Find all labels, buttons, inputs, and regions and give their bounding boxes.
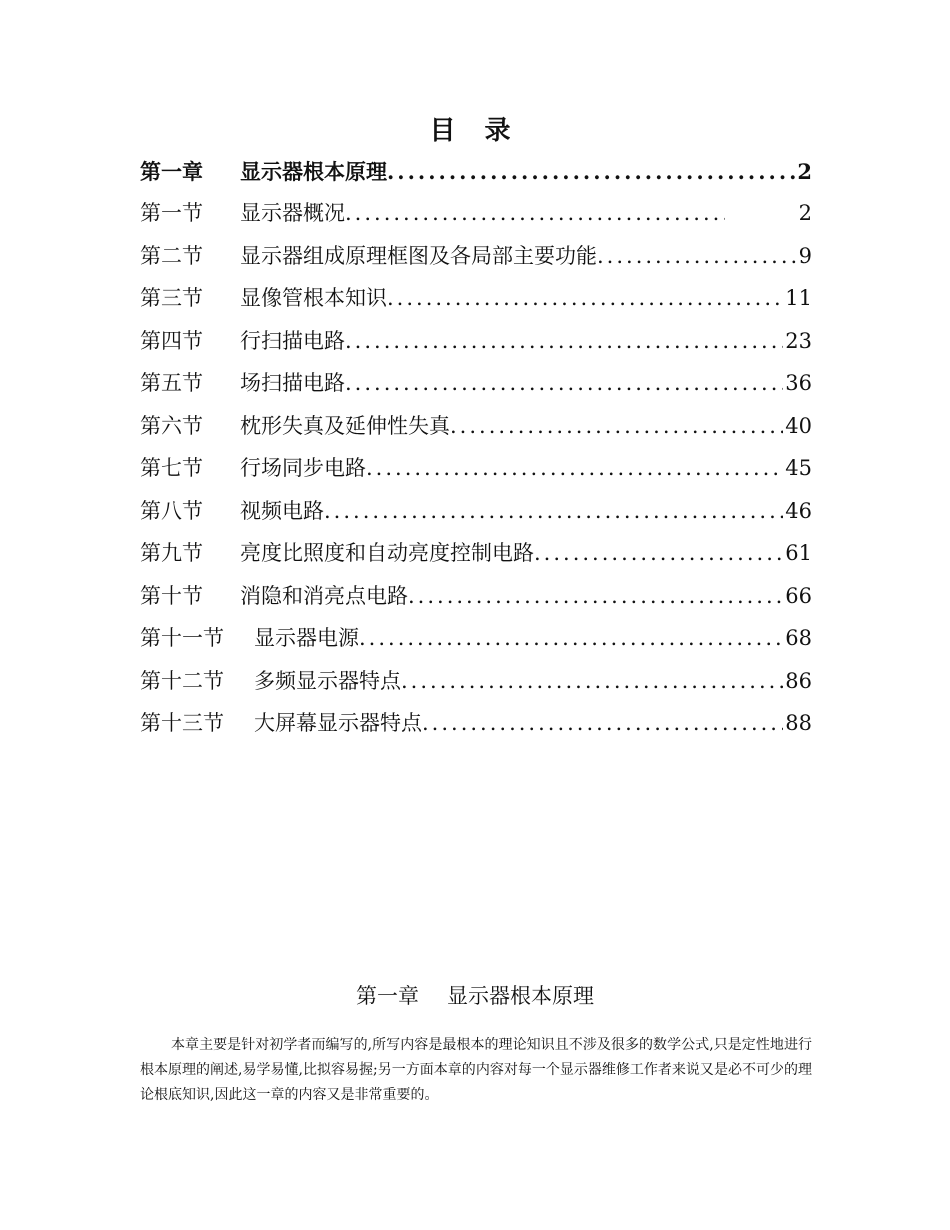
toc-entry-section-6 xyxy=(140,410,812,453)
toc-entry-number: 第四节 xyxy=(140,328,203,353)
toc-leader-dots xyxy=(422,711,783,735)
toc-entry-page: 45 xyxy=(785,456,812,480)
toc-entry-title: 显示器组成原理框图及各局部主要功能 xyxy=(240,243,597,268)
toc-entry-section-9 xyxy=(140,537,812,580)
toc-entry-number: 第六节 xyxy=(140,413,203,438)
toc-entry-page: 68 xyxy=(785,626,812,650)
toc-entry-number: 第八节 xyxy=(140,498,203,523)
toc-entry-title: 显示器根本原理 xyxy=(240,159,387,184)
toc-entry-number: 第十三节 xyxy=(140,711,224,735)
toc-entry-section-1 xyxy=(140,197,812,240)
toc-entry-page: 46 xyxy=(785,498,812,523)
toc-entry-section-8 xyxy=(140,495,812,538)
toc-entry-title: 显示器电源 xyxy=(254,626,359,650)
toc-entry-number: 第九节 xyxy=(140,541,203,565)
toc-entry-title: 亮度比照度和自动亮度控制电路 xyxy=(240,541,534,565)
toc-entry-title: 行场同步电路 xyxy=(240,456,366,480)
toc-entry-number: 第一章 xyxy=(140,159,203,184)
chapter-intro-paragraph: 本章主要是针对初学者而编写的,所写内容是最根本的理论知识且不涉及很多的数学公式,只是定性地进行根本原理的阐述,易学易懂,比拟容易握;另一方面本章的内容对每一个显示器维修工作者来说又是必不可少的理论根底知识,因此这一章的内容又是非常重要的。 xyxy=(140,1037,812,1103)
toc-entry-page: 23 xyxy=(785,328,812,353)
toc-entry-page: 61 xyxy=(785,541,812,565)
toc-entry-title: 行扫描电路 xyxy=(240,328,345,353)
toc-entry-section-2 xyxy=(140,240,812,283)
toc-entry-number: 第一节 xyxy=(140,201,203,225)
table-of-contents xyxy=(140,156,812,750)
toc-entry-title: 场扫描电路 xyxy=(240,371,345,395)
toc-entry-section-3 xyxy=(140,282,812,325)
toc-entry-section-10 xyxy=(140,580,812,623)
toc-title: 目 录 xyxy=(429,116,521,146)
toc-entry-page: 88 xyxy=(785,711,812,735)
toc-entry-chapter-1 xyxy=(140,156,812,197)
toc-leader-dots xyxy=(401,669,783,693)
toc-leader-dots xyxy=(387,286,783,310)
toc-leader-dots xyxy=(408,584,783,608)
toc-entry-page: 11 xyxy=(785,286,812,310)
toc-entry-number: 第十二节 xyxy=(140,668,224,693)
toc-entry-section-12 xyxy=(140,665,812,708)
toc-entry-page: 40 xyxy=(785,413,812,438)
toc-entry-title: 枕形失真及延伸性失真 xyxy=(240,413,450,438)
toc-entry-number: 第五节 xyxy=(140,371,203,395)
toc-leader-dots xyxy=(359,626,783,650)
toc-entry-title: 显像管根本知识 xyxy=(240,286,387,310)
toc-leader-dots xyxy=(534,541,783,565)
toc-entry-number: 第三节 xyxy=(140,286,203,310)
toc-entry-page: 36 xyxy=(785,371,812,395)
toc-entry-number: 第二节 xyxy=(140,243,203,268)
toc-leader-dots xyxy=(387,159,795,184)
toc-entry-title: 大屏幕显示器特点 xyxy=(254,711,422,735)
toc-entry-page: 66 xyxy=(785,583,812,608)
toc-leader-dots xyxy=(345,329,783,353)
toc-entry-number: 第七节 xyxy=(140,456,203,480)
chapter-number: 第一章 xyxy=(356,984,419,1008)
toc-entry-title: 视频电路 xyxy=(240,498,324,523)
toc-entry-section-7 xyxy=(140,452,812,495)
chapter-title: 显示器根本原理 xyxy=(447,984,594,1008)
toc-entry-number: 第十节 xyxy=(140,583,203,608)
toc-entry-page: 2 xyxy=(797,159,812,184)
toc-entry-title: 多频显示器特点 xyxy=(254,668,401,693)
toc-entry-section-11 xyxy=(140,622,812,665)
toc-entry-page: 86 xyxy=(785,668,812,693)
chapter-heading xyxy=(0,980,950,1010)
toc-leader-dots xyxy=(450,414,783,438)
toc-leader-dots xyxy=(345,201,725,225)
toc-entry-title: 消隐和消亮点电路 xyxy=(240,583,408,608)
toc-entry-page: 2 xyxy=(798,201,812,225)
toc-leader-dots xyxy=(366,456,783,480)
toc-entry-section-5 xyxy=(140,367,812,410)
toc-entry-title: 显示器概况 xyxy=(240,201,345,225)
toc-entry-section-4 xyxy=(140,325,812,368)
toc-entry-number: 第十一节 xyxy=(140,626,224,650)
toc-leader-dots xyxy=(345,371,783,395)
toc-entry-page: 9 xyxy=(798,243,812,268)
toc-leader-dots xyxy=(597,244,797,268)
toc-entry-section-13 xyxy=(140,707,812,750)
toc-leader-dots xyxy=(324,499,783,523)
